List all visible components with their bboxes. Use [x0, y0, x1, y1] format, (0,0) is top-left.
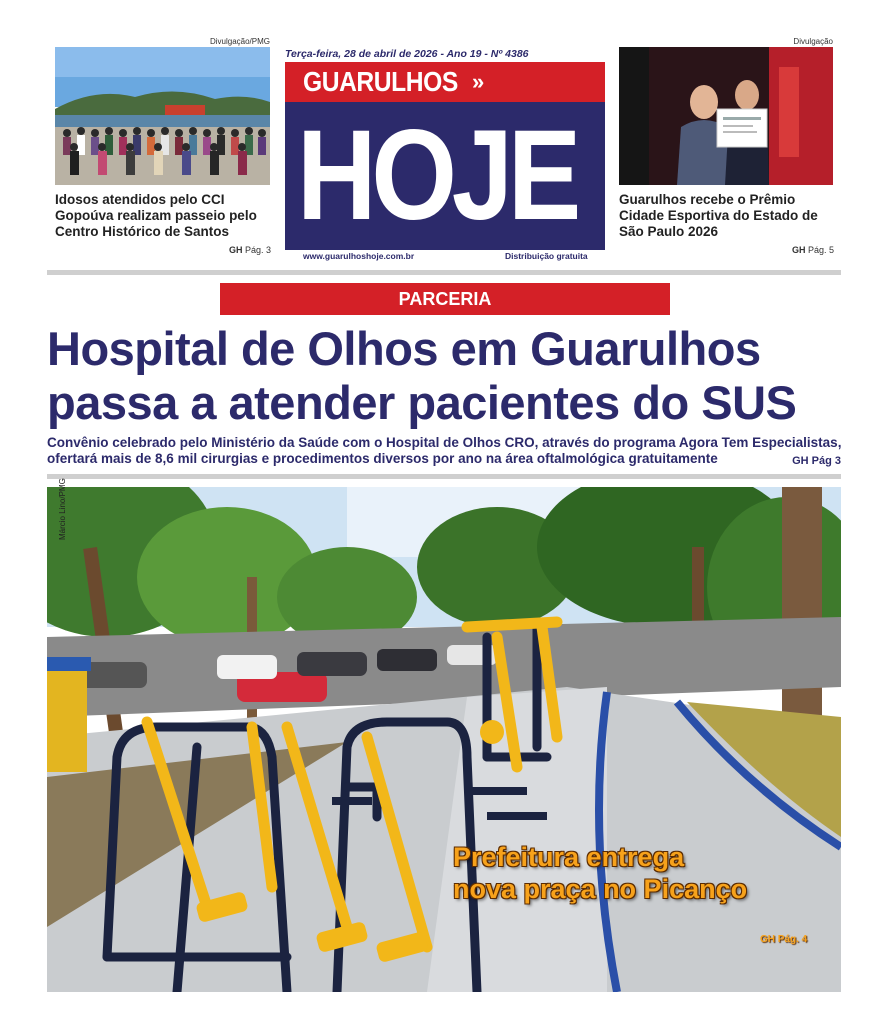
masthead-logo[interactable]: [285, 62, 605, 250]
right-story-photo[interactable]: [619, 47, 833, 185]
award-ceremony-illustration: [619, 47, 833, 185]
right-story-page-number: Pág. 5: [807, 245, 834, 255]
masthead-name-main: HOJE: [297, 104, 577, 247]
main-headline-line2[interactable]: passa a atender pacientes do SUS: [47, 376, 797, 429]
left-story-page-ref: [215, 245, 271, 255]
left-photo-credit: Divulgação/PMG: [209, 37, 270, 46]
left-story-photo[interactable]: [55, 47, 270, 185]
right-story-page-ref: [778, 245, 834, 255]
seniors-group-illustration: [55, 47, 270, 185]
right-story-title[interactable]: Guarulhos recebe o Prêmio Cidade Esportiva do Estado de São Paulo 2026: [619, 192, 818, 239]
main-headline-line1[interactable]: Hospital de Olhos em Guarulhos: [47, 322, 761, 375]
right-photo-credit: Divulgação: [793, 37, 833, 46]
masthead-website[interactable]: www.guarulhoshoje.com.br: [303, 251, 415, 261]
main-photo-credit: Márcio Lino/PMG: [58, 478, 67, 540]
left-story-page-label: GH: [228, 245, 243, 255]
masthead-distribution: Distribuição gratuita: [505, 251, 588, 261]
section-label: PARCERIA: [220, 283, 670, 315]
masthead-date-line: Terça-feira, 28 de abril de 2026 - Ano 19 - Nº 4386: [285, 48, 529, 60]
main-deck-line1: Convênio celebrado pelo Ministério da Saúde com o Hospital de Olhos CRO, através do programa Agora Tem Especialistas,: [47, 435, 842, 450]
main-photo[interactable]: [47, 487, 841, 992]
photo-story-page-ref: GH Pág. 4: [760, 934, 808, 945]
left-story-title[interactable]: Idosos atendidos pelo CCI Gopoúva realizam passeio pelo Centro Histórico de Santos: [55, 192, 257, 239]
masthead-name-top: GUARULHOS: [303, 66, 458, 97]
photo-caption-line2[interactable]: nova praça no Picanço: [453, 874, 748, 904]
photo-caption-line1[interactable]: Prefeitura entrega: [453, 842, 685, 872]
main-deck-line2: ofertará mais de 8,6 mil cirurgias e procedimentos diversos por ano na área oftalmológica gratuitamente: [47, 451, 718, 466]
middle-divider: [47, 474, 841, 479]
main-story-page-ref: GH Pág 3: [792, 455, 841, 467]
double-chevron-icon: »: [472, 69, 485, 94]
top-divider: [47, 270, 841, 275]
right-story-page-label: GH: [791, 245, 806, 255]
outdoor-gym-square-illustration: [47, 487, 841, 992]
left-story-page-number: Pág. 3: [244, 245, 271, 255]
